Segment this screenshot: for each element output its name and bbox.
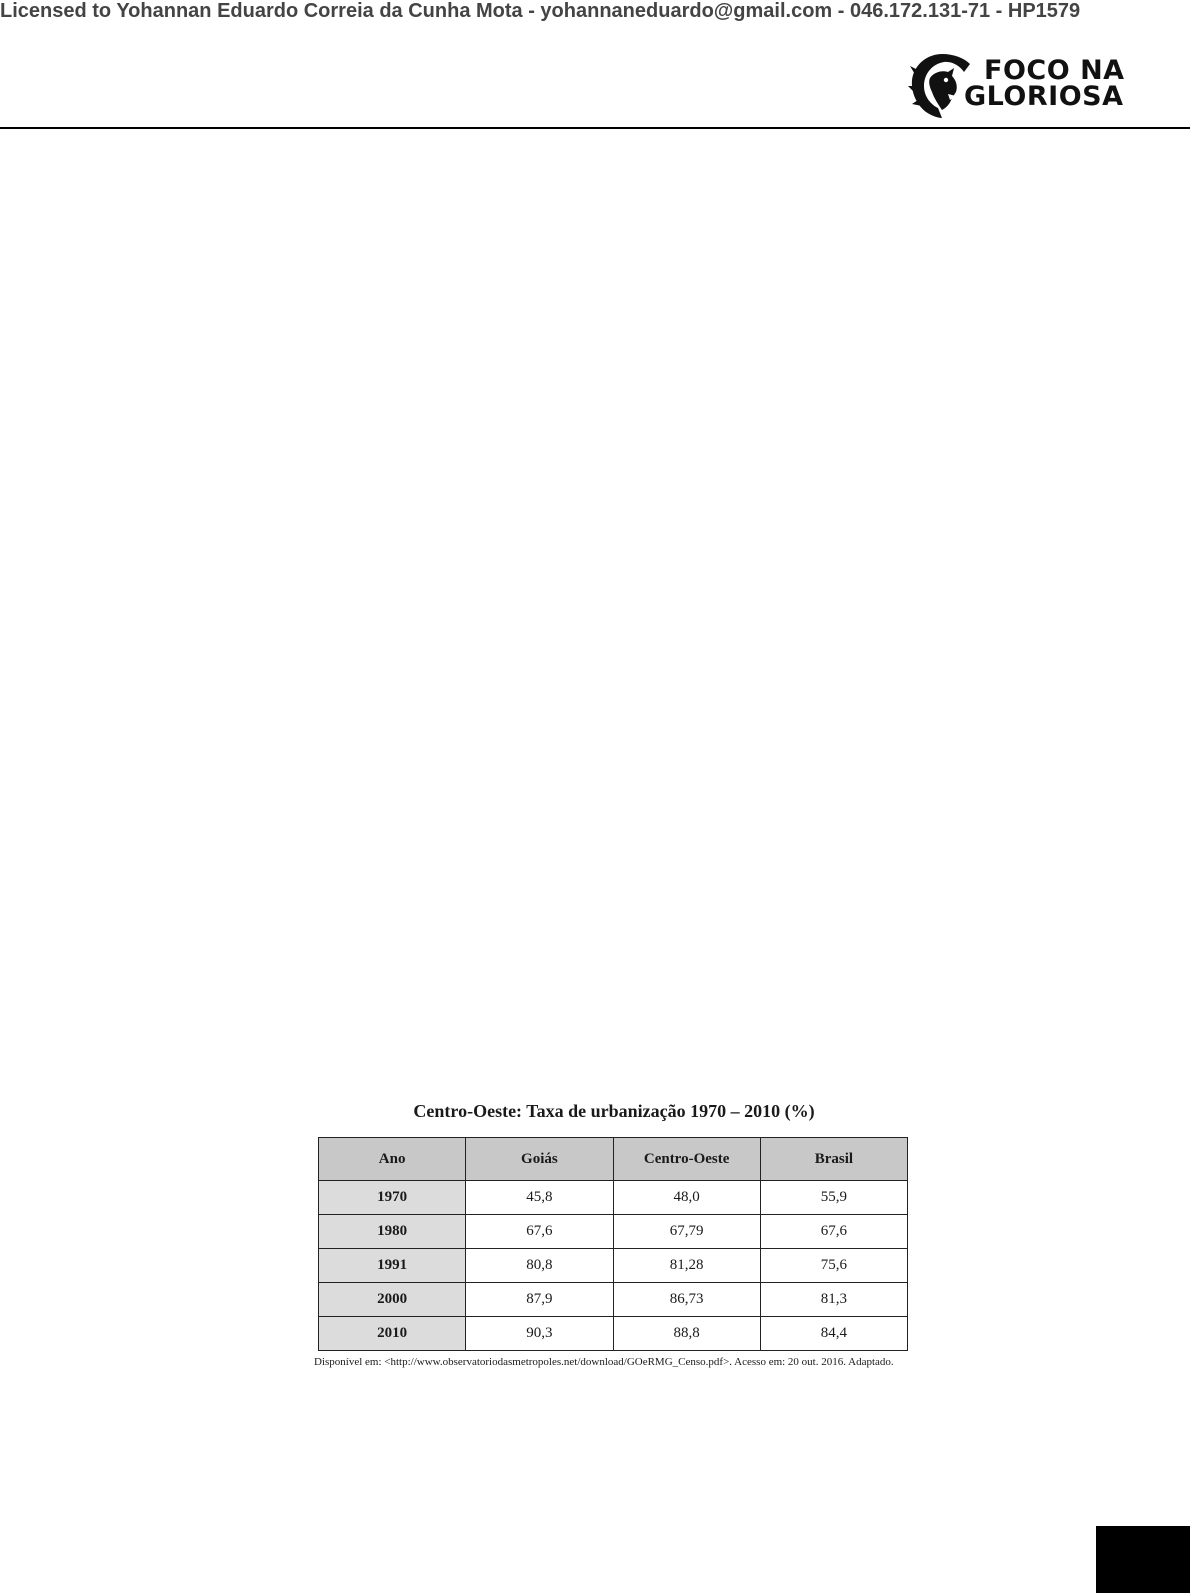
cell-goias: 90,3 xyxy=(466,1317,613,1351)
cell-year: 1970 xyxy=(319,1181,466,1215)
cell-brasil: 81,3 xyxy=(760,1283,907,1317)
cell-centro-oeste: 86,73 xyxy=(613,1283,760,1317)
cell-goias: 87,9 xyxy=(466,1283,613,1317)
table-row xyxy=(319,1249,908,1283)
cell-brasil: 75,6 xyxy=(760,1249,907,1283)
cell-goias: 45,8 xyxy=(466,1181,613,1215)
table-row xyxy=(319,1215,908,1249)
cell-centro-oeste: 48,0 xyxy=(613,1181,760,1215)
cell-centro-oeste: 67,79 xyxy=(613,1215,760,1249)
table-source: Disponível em: <http://www.observatoriodasmetropoles.net/download/GOeRMG_Censo.pdf>. Acesso em: 20 out. 2016. Adaptado. xyxy=(314,1356,894,1368)
logo-line-2: GLORIOSA xyxy=(964,81,1124,112)
page-corner-badge xyxy=(1096,1526,1190,1593)
cell-year: 2000 xyxy=(319,1283,466,1317)
header-divider xyxy=(0,127,1190,129)
urbanization-table-block xyxy=(314,1100,910,1371)
table-row xyxy=(319,1283,908,1317)
cell-year: 2010 xyxy=(319,1317,466,1351)
logo-line-1: FOCO NA xyxy=(984,55,1125,86)
logo-wordmark xyxy=(964,55,1125,112)
table-row xyxy=(319,1181,908,1215)
table-header-row xyxy=(319,1138,908,1181)
table-title: Centro-Oeste: Taxa de urbanização 1970 – 2010 (%) xyxy=(413,1101,815,1121)
cell-goias: 80,8 xyxy=(466,1249,613,1283)
cell-centro-oeste: 81,28 xyxy=(613,1249,760,1283)
cell-goias: 67,6 xyxy=(466,1215,613,1249)
urbanization-table xyxy=(318,1137,908,1351)
table-row xyxy=(319,1317,908,1351)
cell-year: 1991 xyxy=(319,1249,466,1283)
cell-brasil: 55,9 xyxy=(760,1181,907,1215)
license-banner: Licensed to Yohannan Eduardo Correia da Cunha Mota - yohannaneduardo@gmail.com - 046.172.131-71 - HP1579 xyxy=(0,0,1081,22)
column-header-centro-oeste: Centro-Oeste xyxy=(613,1138,760,1181)
brand-logo xyxy=(908,52,1130,120)
cell-brasil: 67,6 xyxy=(760,1215,907,1249)
column-header-goias: Goiás xyxy=(466,1138,613,1181)
cell-centro-oeste: 88,8 xyxy=(613,1317,760,1351)
column-header-brasil: Brasil xyxy=(760,1138,907,1181)
cell-year: 1980 xyxy=(319,1215,466,1249)
column-header-ano: Ano xyxy=(319,1138,466,1181)
cell-brasil: 84,4 xyxy=(760,1317,907,1351)
